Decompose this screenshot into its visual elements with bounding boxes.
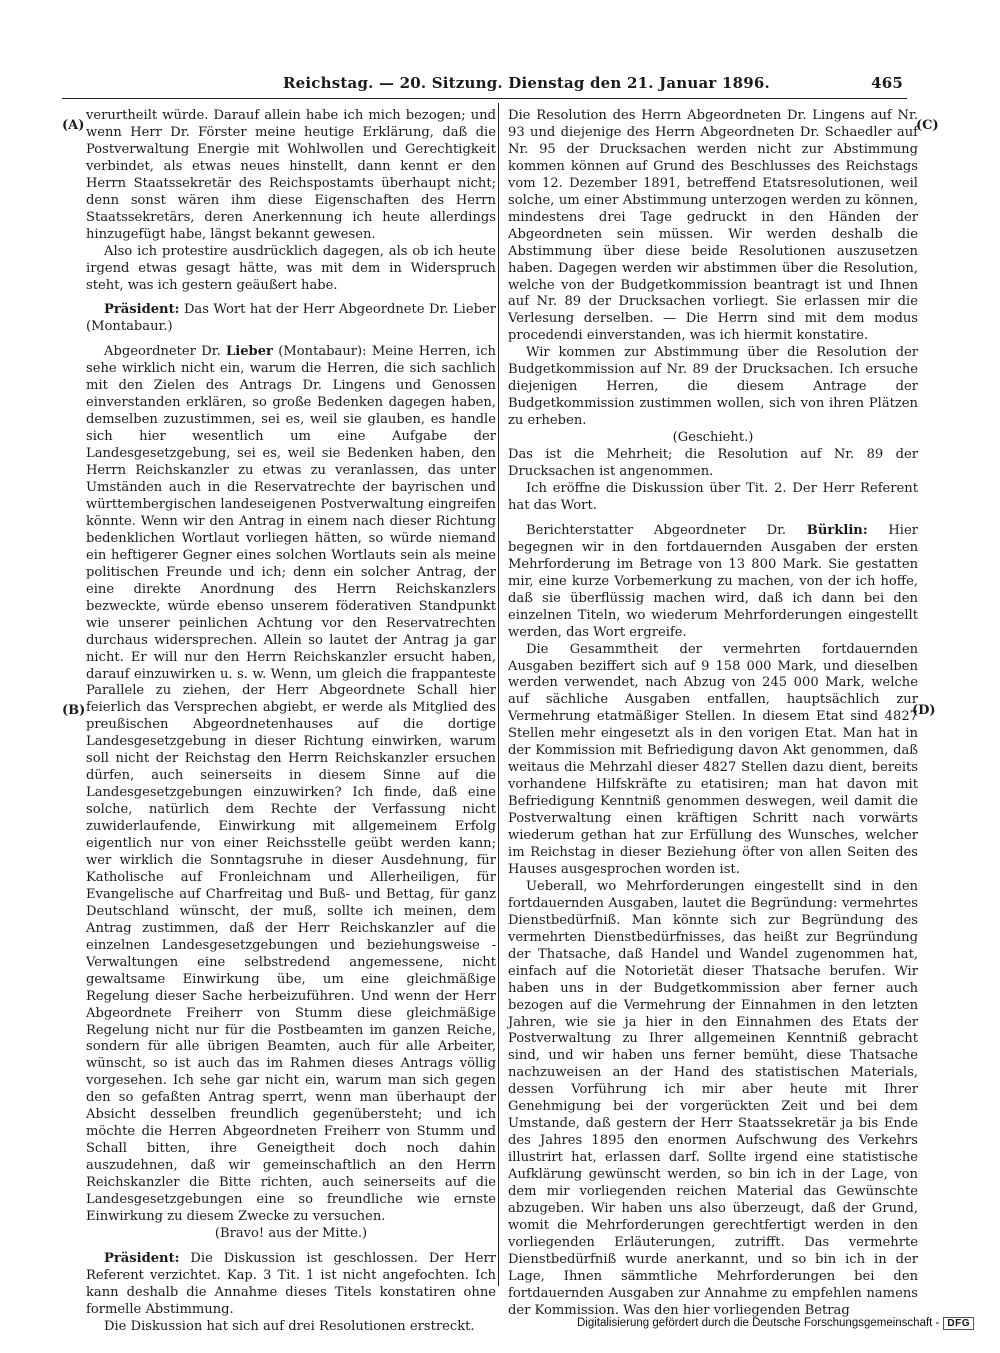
- margin-marker-d: (D): [912, 703, 936, 718]
- paragraph: Die Gesammtheit der vermehrten fortdauernden Ausgaben beziffert sich auf 9 158 000 Mark, und dieselben werden verwendet, nach Abzug von 245 000 Mark, welche auf sächliche Ausgaben entfallen, hauptsächlich zur Vermehrung etatmäßiger Stellen. In diesem Etat sind 4827 Stellen mehr eingesetzt als in den vorigen Etat. Man hat in der Kommission mit Befriedigung davon Akt genommen, daß weitaus die Mehrzahl dieser 4827 Stellen dazu dient, bereits vorhandene Hilfskräfte zu etatisiren; man hat davon mit Befriedigung Kenntniß genommen deswegen, weil damit die Postverwaltung einen kräftigen Schritt nach vorwärts wiederum gethan hat zur Erfüllung des Wunsches, welcher im Reichstag in dieser Beziehung öfter von allen Seiten des Hauses ausgesprochen worden ist.: [508, 641, 918, 877]
- paragraph: [86, 344, 496, 1226]
- speaker-intro: Abgeordneter Dr.: [104, 344, 227, 360]
- interjection: (Bravo! aus der Mitte.): [214, 1225, 368, 1241]
- paragraph: Ich eröffne die Diskussion über Tit. 2. Der Herr Referent hat das Wort.: [508, 480, 918, 513]
- speaker-label: Präsident:: [104, 302, 180, 318]
- paragraph: Die Diskussion hat sich auf drei Resolutionen erstreckt.: [104, 1318, 475, 1334]
- margin-marker-c: (C): [916, 118, 939, 133]
- column-divider: [498, 103, 499, 1286]
- footer-credit: [577, 1317, 974, 1330]
- paragraph: Das ist die Mehrheit; die Resolution auf Nr. 89 der Drucksachen ist angenommen.: [508, 447, 918, 480]
- speaker-intro: Berichterstatter Abgeordneter Dr.: [526, 522, 807, 538]
- speech-text: Die Diskussion ist geschlossen. Der Herr Referent verzichtet. Kap. 3 Tit. 1 ist nicht angefochten. Ich kann deshalb die Annahme dieses Titels konstatiren ohne formelle Abstimmung.: [86, 1250, 496, 1317]
- speaker-name: Lieber: [226, 344, 273, 360]
- speaker-label: Präsident:: [104, 1250, 180, 1266]
- paragraph: [508, 523, 918, 642]
- running-title: Reichstag. — 20. Sitzung. Dienstag den 21. Januar 1896.: [283, 74, 770, 92]
- left-column: [86, 108, 496, 1336]
- dfg-logo: DFG: [943, 1317, 974, 1330]
- right-column: [508, 108, 918, 1320]
- paragraph: Wir kommen zur Abstimmung über die Resolution der Budgetkommission auf Nr. 89 der Drucksachen. Ich ersuche diejenigen Herren, die diesem Antrage der Budgetkommission zustimmen wollen, sich von ihren Plätzen zu erheben.: [508, 345, 918, 429]
- margin-marker-b: (B): [62, 703, 86, 718]
- paragraph: [86, 302, 496, 336]
- paragraph: verurtheilt würde. Darauf allein habe ich mich bezogen; und wenn Herr Dr. Förster meine heutige Erklärung, daß die Postverwaltung Energie mit Wohlwollen und Gerechtigkeit verbindet, als etwas neues hinstellt, dann kennt er den Herrn Staatssekretär des Reichspostamts überhaupt nicht; denn sonst wären ihm diese Eigenschaften des Herrn Staatssekretärs, deren Anerkennung ich heute allerdings hinzugefügt habe, längst bekannt gewesen.: [86, 108, 496, 242]
- running-header: [283, 74, 903, 96]
- paragraph: Ueberall, wo Mehrforderungen eingestellt sind in den fortdauernden Ausgaben, lautet die Begründung: vermehrtes Dienstbedürfniß. Man könnte sich zur Begründung des vermehrten Dienstbedürfnisses, das heißt zur Begründung der Thatsache, daß Handel und Wandel zugenommen hat, einfach auf die Notorietät dieser Thatsache berufen. Wir haben uns in der Budgetkommission aber ferner auch bezogen auf die Vermehrung der Einnahmen in den letzten Jahren, wie sie ja hier in den Einnahmen des Etats der Postverwaltung zu Ihrer allgemeinen Kenntniß gebracht sind, und wir haben uns ferner bemüht, diese Thatsache nachzuweisen an der Hand des statistischen Materials, dessen Vorführung ich mir aber heute mit Ihrer Genehmigung bei der vorgerückten Zeit und bei dem Umstande, daß gestern der Herr Staatssekretär ja bis Ende des Jahres 1895 den enormen Aufschwung des Verkehrs illustrirt hat, erlassen darf. Sollte irgend eine statistische Aufklärung gewünscht werden, so bin ich in der Lage, von dem mir vorliegenden reichen Material das Gewünschte abzugeben. Wir haben uns also überzeugt, daß der Grund, womit die Mehrforderungen gerechtfertigt werden in den vorliegenden Erläuterungen, zutrifft. Das vermehrte Dienstbedürfniß wurde anerkannt, und so bin ich in der Lage, Ihnen sämmtliche Mehrforderungen bei den fortdauernden Ausgaben zur Annahme zu empfehlen namens der Kommission. Was den hier vorliegenden Betrag: [508, 878, 918, 1318]
- header-rule: [62, 98, 907, 99]
- page-number: 465: [871, 74, 903, 92]
- speech-text: Das Wort hat der Herr Abgeordnete Dr. Lieber (Montabaur.): [86, 302, 496, 335]
- paragraph: [86, 1251, 496, 1319]
- footer-text: Digitalisierung gefördert durch die Deutsche Forschungsgemeinschaft -: [576, 1317, 940, 1329]
- speech-text: (Montabaur): Meine Herren, ich sehe wirklich nicht ein, warum die Herren, die sich sachlich mit den Zielen des Antrags Dr. Lingens und Genossen einverstanden erklären, so große Bedenken dagegen haben, demselben zuzustimmen, sei es, weil sie glauben, es handle sich hier wesentlich um eine Aufgabe der Landesgesetzgebung, sei es, weil sie Bedenken haben, den Herrn Reichskanzler zu etwas zu veranlassen, das unter Umständen auch in die Reservatrechte der bayrischen und württembergischen landeseigenen Postverwaltung eingreifen könnte. Wenn wir den Antrag in einem nach dieser Richtung bedenklichen Wortlaut vorliegen hätten, so würde niemand ein heftigerer Gegner eines solchen Wortlauts sein als meine politischen Freunde und ich; denn ein solcher Antrag, der eine direkte Anordnung des Herrn Reichskanzlers bezweckte, würde ebenso unserem föderativen Standpunkt wie unserer peinlichen Achtung vor den Reservatrechten durchaus widersprechen. Allein so lautet der Antrag ja gar nicht. Er will nur den Herrn Reichskanzler ersucht haben, darauf einzuwirken u. s. w. Wenn, um gleich die frappanteste Parallele zu ziehen, der Herr Abgeordnete Schall hier feierlich das Versprechen abgiebt, er werde als Mitglied des preußischen Abgeordnetenhauses auf die dortige Landesgesetzgebung in dieser Richtung einwirken, warum soll nicht der Reichstag den Herrn Reichskanzler ersuchen dürfen, auch seinerseits in diesem Sinne auf die Landesgesetzgebungen einzuwirken? Ich finde, daß eine solche, natürlich dem Rechte der Verfassung nicht zuwiderlaufende, Einwirkung mit allgemeinem Erfolg eigentlich nur von einer Reichsstelle geübt werden kann; wer wirklich die Sonntagsruhe in dieser Ausdehnung, für Katholische auf Fronleichnam und Allerheiligen, für Evangelische auf Charfreitag und Buß- und Bettag, für ganz Deutschland wünscht, der muß, sollte ich meinen, dem Antrag zustimmen, daß der Herr Reichskanzler auf die einzelnen Landesgesetzgebungen und beziehungsweise -Verwaltungen eine selbstredend angemessene, nicht gewaltsame Einwirkung übe, um eine gleichmäßige Regelung dieser Sache herbeizuführen. Und wenn der Herr Abgeordnete Freiherr von Stumm diese gleichmäßige Regelung nicht nur für die Postbeamten im ganzen Reiche, sondern für alle übrigen Beamten, auch für alle Arbeiter, wünscht, so ist auch das im Rahmen dieses Antrags völlig vorgesehen. Ich sehe gar nicht ein, warum man sich gegen den so gefaßten Antrag sperrt, wenn man überhaupt der Absicht desselben freundlich gegenübersteht; und ich möchte die Herren Abgeordneten Freiherr von Stumm und Schall bitten, ihre Geneigtheit doch noch dahin auszudehnen, daß wir gemeinschaftlich an den Herrn Reichskanzler die Bitte richten, auch seinerseits auf die Landesgesetzgebungen eine so freundliche wie ernste Einwirkung zu diesem Zwecke zu versuchen.: [86, 344, 496, 1224]
- speech-text: Hier begegnen wir in den fortdauernden Ausgaben der ersten Mehrforderung im Betrage von 13 800 Mark. Sie gestatten mir, eine kurze Vorbemerkung zu machen, von der ich hoffe, daß sie überflüssig machen wird, daß ich dann bei den einzelnen Titeln, wo wiederum Mehrforderungen eingestellt werden, das Wort ergreife.: [508, 522, 918, 640]
- margin-marker-a: (A): [62, 118, 85, 133]
- paragraph: Also ich protestire ausdrücklich dagegen, als ob ich heute irgend etwas gesagt hätte, was mit dem in Widerspruch steht, was ich gestern geäußert habe.: [86, 243, 496, 293]
- interjection: (Geschieht.): [672, 430, 754, 446]
- speaker-name: Bürklin:: [806, 522, 868, 538]
- paragraph: Die Resolution des Herrn Abgeordneten Dr. Lingens auf Nr. 93 und diejenige des Herrn Abgeordneten Dr. Schaedler auf Nr. 95 der Drucksachen werden nicht zur Abstimmung kommen können auf Grund des Beschlusses des Reichstags vom 12. Dezember 1891, betreffend Etatsresolutionen, weil solche, um einer Abstimmung unterzogen werden zu können, mindestens drei Tage gedruckt in den Händen der Abgeordneten sein müssen. Wir werden deshalb die Abstimmung über diese beide Resolutionen auszusetzen haben. Dagegen werden wir abstimmen über die Resolution, welche von der Budgetkommission beantragt ist und Ihnen auf Nr. 89 der Drucksachen vorliegt. Sie erlassen mir die Verlesung derselben. — Die Herrn sind mit dem modus procedendi einverstanden, was ich hiermit konstatire.: [508, 108, 918, 344]
